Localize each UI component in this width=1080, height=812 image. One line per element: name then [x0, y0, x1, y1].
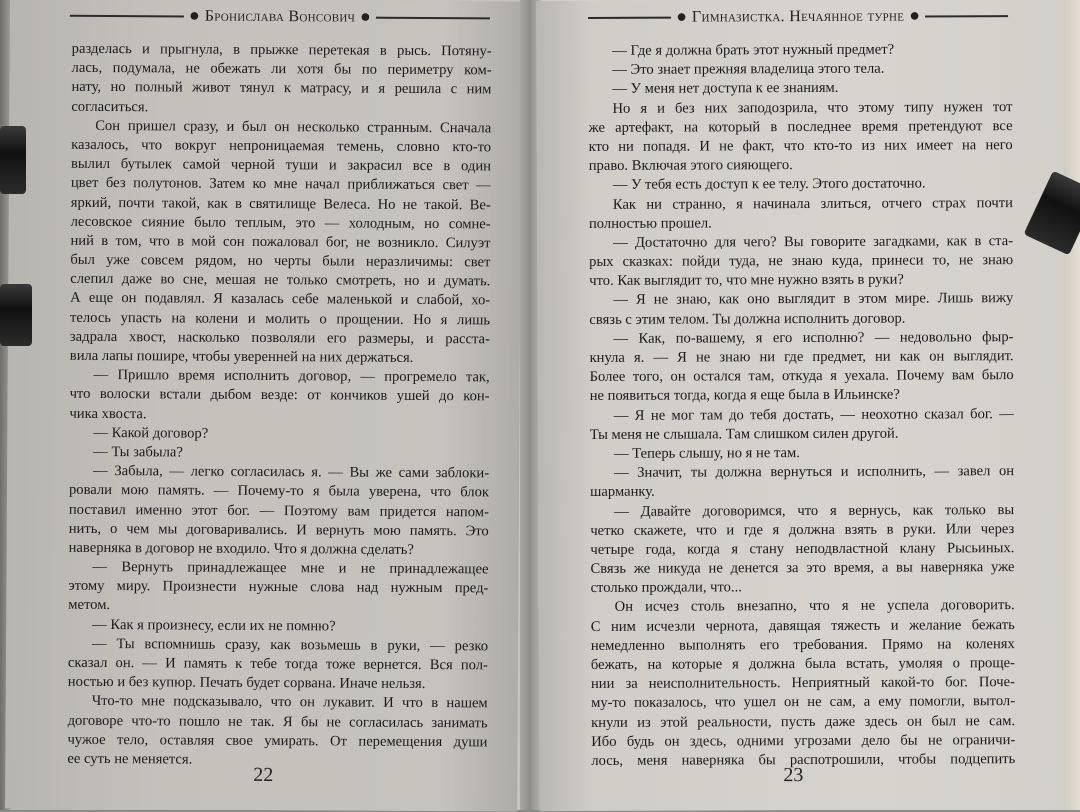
text-line: наверняка в договор не входило. Что я должна сделать?: [68, 539, 414, 558]
text-line: кнули из этой реальности, пусть даже здесь он был не сам.: [591, 712, 1016, 731]
text-line: вила лапы пошире, чтобы уверенней на них держаться.: [69, 347, 414, 366]
right-running-header: [588, 8, 1008, 26]
text-line: му-то показалось, что ушел он не сам, а ему помогли, вытол-: [591, 693, 1016, 712]
left-running-header: [70, 8, 490, 27]
text-line: Он исчез столь внезапно, что я не успела договорить.: [614, 597, 1015, 616]
text-line: полностью прошел.: [588, 215, 712, 232]
text-line: ностью и без купюр. Печать будет сорвана. Иначе нельзя.: [67, 673, 426, 693]
header-rule-left: [70, 15, 184, 18]
header-rule-left: [588, 17, 671, 19]
text-line: ее суть не меняется.: [67, 750, 193, 768]
text-line: что волоски встали дыбом везде: от кончиков ушей до кон-: [69, 386, 490, 405]
text-line: — У меня нет доступа к ее знаниям.: [612, 80, 839, 98]
text-line: Связь же никуда не денется за это время, а вы наверняка уже: [590, 559, 1015, 578]
left-page-number: 22: [253, 763, 274, 787]
header-bullet: ●: [910, 10, 920, 22]
text-line: — У тебя есть доступ к ее телу. Этого достаточно.: [612, 175, 926, 194]
author-name: Бронислава Вонсович: [204, 7, 356, 26]
header-bullet: ●: [361, 11, 370, 23]
text-line: цвет без полутонов. Затем ко мне начал приближаться свет —: [70, 175, 491, 194]
text-line: столько прождали, что...: [590, 579, 742, 597]
binder-clip-bottom: [0, 284, 32, 346]
text-line: вылил бутылек самой черной туши и закрасил все в один: [70, 155, 492, 175]
text-line: бежать, на которые я должна была встать, умоляя о проще-: [590, 655, 1015, 673]
text-line: — Как, по-вашему, я его исполню? — недовольно фыр-: [613, 328, 1014, 347]
text-line: право. Включая этого сияющего.: [588, 157, 793, 175]
text-line: телось упасть на колени и молить о прощении. Но я лишь: [70, 309, 491, 328]
text-line: ровали мою память. — Почему-то я была уверена, что блок: [68, 482, 490, 501]
text-line: был уже совсем рядом, но черты были неразличимы: свет: [70, 251, 491, 271]
text-line: связь с этим телом. Ты должна исполнить договор.: [589, 310, 906, 328]
text-line: нии за неисполнительность. Неприятный какой-то бог. Поче-: [590, 674, 1016, 693]
text-line: кнула я. — Я не знаю ни где предмет, ни как он выглядит.: [589, 348, 1014, 366]
text-line: не появиться тогда, когда я еще была в Ильинске?: [589, 386, 900, 405]
text-line: ний в том, что в мой сон пожаловал бог, не возникло. Силуэт: [70, 232, 491, 252]
text-line: Более того, он остался там, откуда я уехала. Почему вам было: [589, 367, 1014, 386]
text-line: Как ни странно, я начинала злиться, отчего страх почти: [612, 194, 1013, 213]
text-line: — Забыла, — легко согласилась я. — Вы же сами заблоки-: [93, 463, 490, 482]
text-line: — Вернуть принадлежащее мне и не принадлежащее: [92, 559, 489, 578]
text-line: Ибо будь он здесь, одними угрозами дело бы не ограничи-: [591, 731, 1016, 750]
text-line: — Теперь слышу, но я не там.: [613, 444, 800, 462]
header-bullet: ●: [677, 11, 686, 23]
left-page-text: [67, 40, 491, 772]
text-line: шарманку.: [590, 483, 655, 501]
text-line: разделась и прыгнула, в прыжке перетекая в рысь. Потяну-: [71, 40, 492, 60]
text-line: Что-то мне подсказывало, что он лукавит. И что в нашем: [91, 693, 488, 712]
text-line: нату, но полный живот тянул к матрасу, и я решила с ним: [71, 79, 492, 98]
text-line: — Ты вспомнишь сразу, как возьмешь в руки, — резко: [92, 635, 489, 655]
text-line: задрала хвост, насколько позволяли его размеры, и расста-: [69, 328, 490, 348]
text-line: договоре что-то пошло не так. Я бы не согласилась занимать: [67, 712, 488, 731]
text-line: лесовское сияние было теплым, это — холодным, но сомне-: [70, 213, 491, 233]
text-line: поставил именно этот бог. — Поэтому вам придется напом-: [68, 501, 489, 520]
text-line: этому миру. Произнести нужные слова над нужным пред-: [68, 578, 489, 597]
text-line: нить, о чем мы договаривались. И вернуть мою память. Это: [68, 520, 489, 540]
right-page-text: [588, 40, 1015, 771]
right-page-number: 23: [783, 764, 804, 787]
text-line: чужое тело, оставляя свое умирать. От перемещения души: [67, 731, 488, 751]
text-line: кто ни попадя. И не факт, что кто-то из них имеет на него: [588, 137, 1013, 155]
text-line: лось, меня наверняка бы распотрошили, чтобы подцепить: [591, 751, 1016, 769]
text-line: что. Как выглядит то, что мне нужно взять в руки?: [589, 271, 904, 290]
text-line: рых сказках: пойди туда, не знаю куда, принеси то, не знаю: [589, 252, 1014, 271]
text-line: четко скажете, что и где я должна взять в руки. Или через: [590, 520, 1015, 539]
text-line: казалось, что вокруг непроницаемая темень, словно кто-то: [71, 136, 492, 156]
text-line: — Я не знаю, как оно выглядит в этом мире. Лишь вижу: [613, 290, 1014, 309]
header-rule-right: [925, 15, 1008, 17]
text-line: слепил даже во сне, мешая не только смотреть, но и думать.: [70, 271, 491, 290]
text-line: — Я не мог там до тебя достать, — неохотно сказал бог. —: [613, 405, 1014, 424]
right-page-edge: [1064, 0, 1080, 810]
binder-clip-top: [0, 126, 26, 194]
text-line: Но я и без них заподозрила, что этому типу нужен тот: [612, 98, 1013, 117]
text-line: — Давайте договоримся, что я вернусь, как только вы: [614, 501, 1015, 520]
text-line: метом.: [68, 597, 111, 614]
text-line: Ты меня не слышала. Там слишком силен другой.: [589, 425, 899, 443]
text-line: — Как я произнесу, если их не помню?: [92, 616, 336, 635]
text-line: согласиться.: [71, 98, 149, 115]
text-line: — Значит, ты должна вернуться и исполнить, — завел он: [614, 463, 1015, 481]
text-line: А еще он подавлял. Я казалась себе маленькой и слабой, хо-: [70, 290, 491, 309]
text-line: — Пришло время исполнить договор, — прогремело так,: [93, 367, 490, 386]
text-line: — Ты забыла?: [93, 443, 183, 461]
text-line: — Достаточно для чего? Вы говорите загадками, как в ста-: [613, 232, 1014, 251]
text-line: С ним исчезли чернота, давящая тяжесть и желание бежать: [590, 616, 1015, 635]
text-line: же артефакт, на который в последнее время претендуют все: [588, 117, 1013, 136]
text-line: лась, подумала, не обежать ли хотя бы по периметру ком-: [71, 60, 492, 79]
text-line: чика хвоста.: [69, 405, 147, 422]
right-page: [536, 0, 1080, 811]
header-bullet: ●: [189, 10, 199, 22]
left-page: [5, 0, 522, 812]
text-line: яркий, почти такой, как в святилище Велеса. Но не такой. Ве-: [70, 194, 491, 213]
book-title: Гимназистка. Нечаянное турне: [691, 7, 905, 26]
text-line: немедленно выполнять его требования. Прямо на коленях: [590, 635, 1015, 654]
text-line: Сон пришел сразу, и был он несколько странным. Сначала: [95, 117, 492, 137]
text-line: — Где я должна брать этот нужный предмет?: [612, 41, 895, 59]
text-line: — Это знает прежняя владелица этого тела.: [612, 60, 885, 79]
text-line: четыре года, когда я стану неподвластной клану Рысьиных.: [590, 539, 1015, 558]
text-line: сказал он. — И память к тебе тогда тоже вернется. Вся пол-: [67, 654, 488, 674]
text-line: — Какой договор?: [93, 424, 209, 442]
header-rule-right: [376, 17, 490, 20]
